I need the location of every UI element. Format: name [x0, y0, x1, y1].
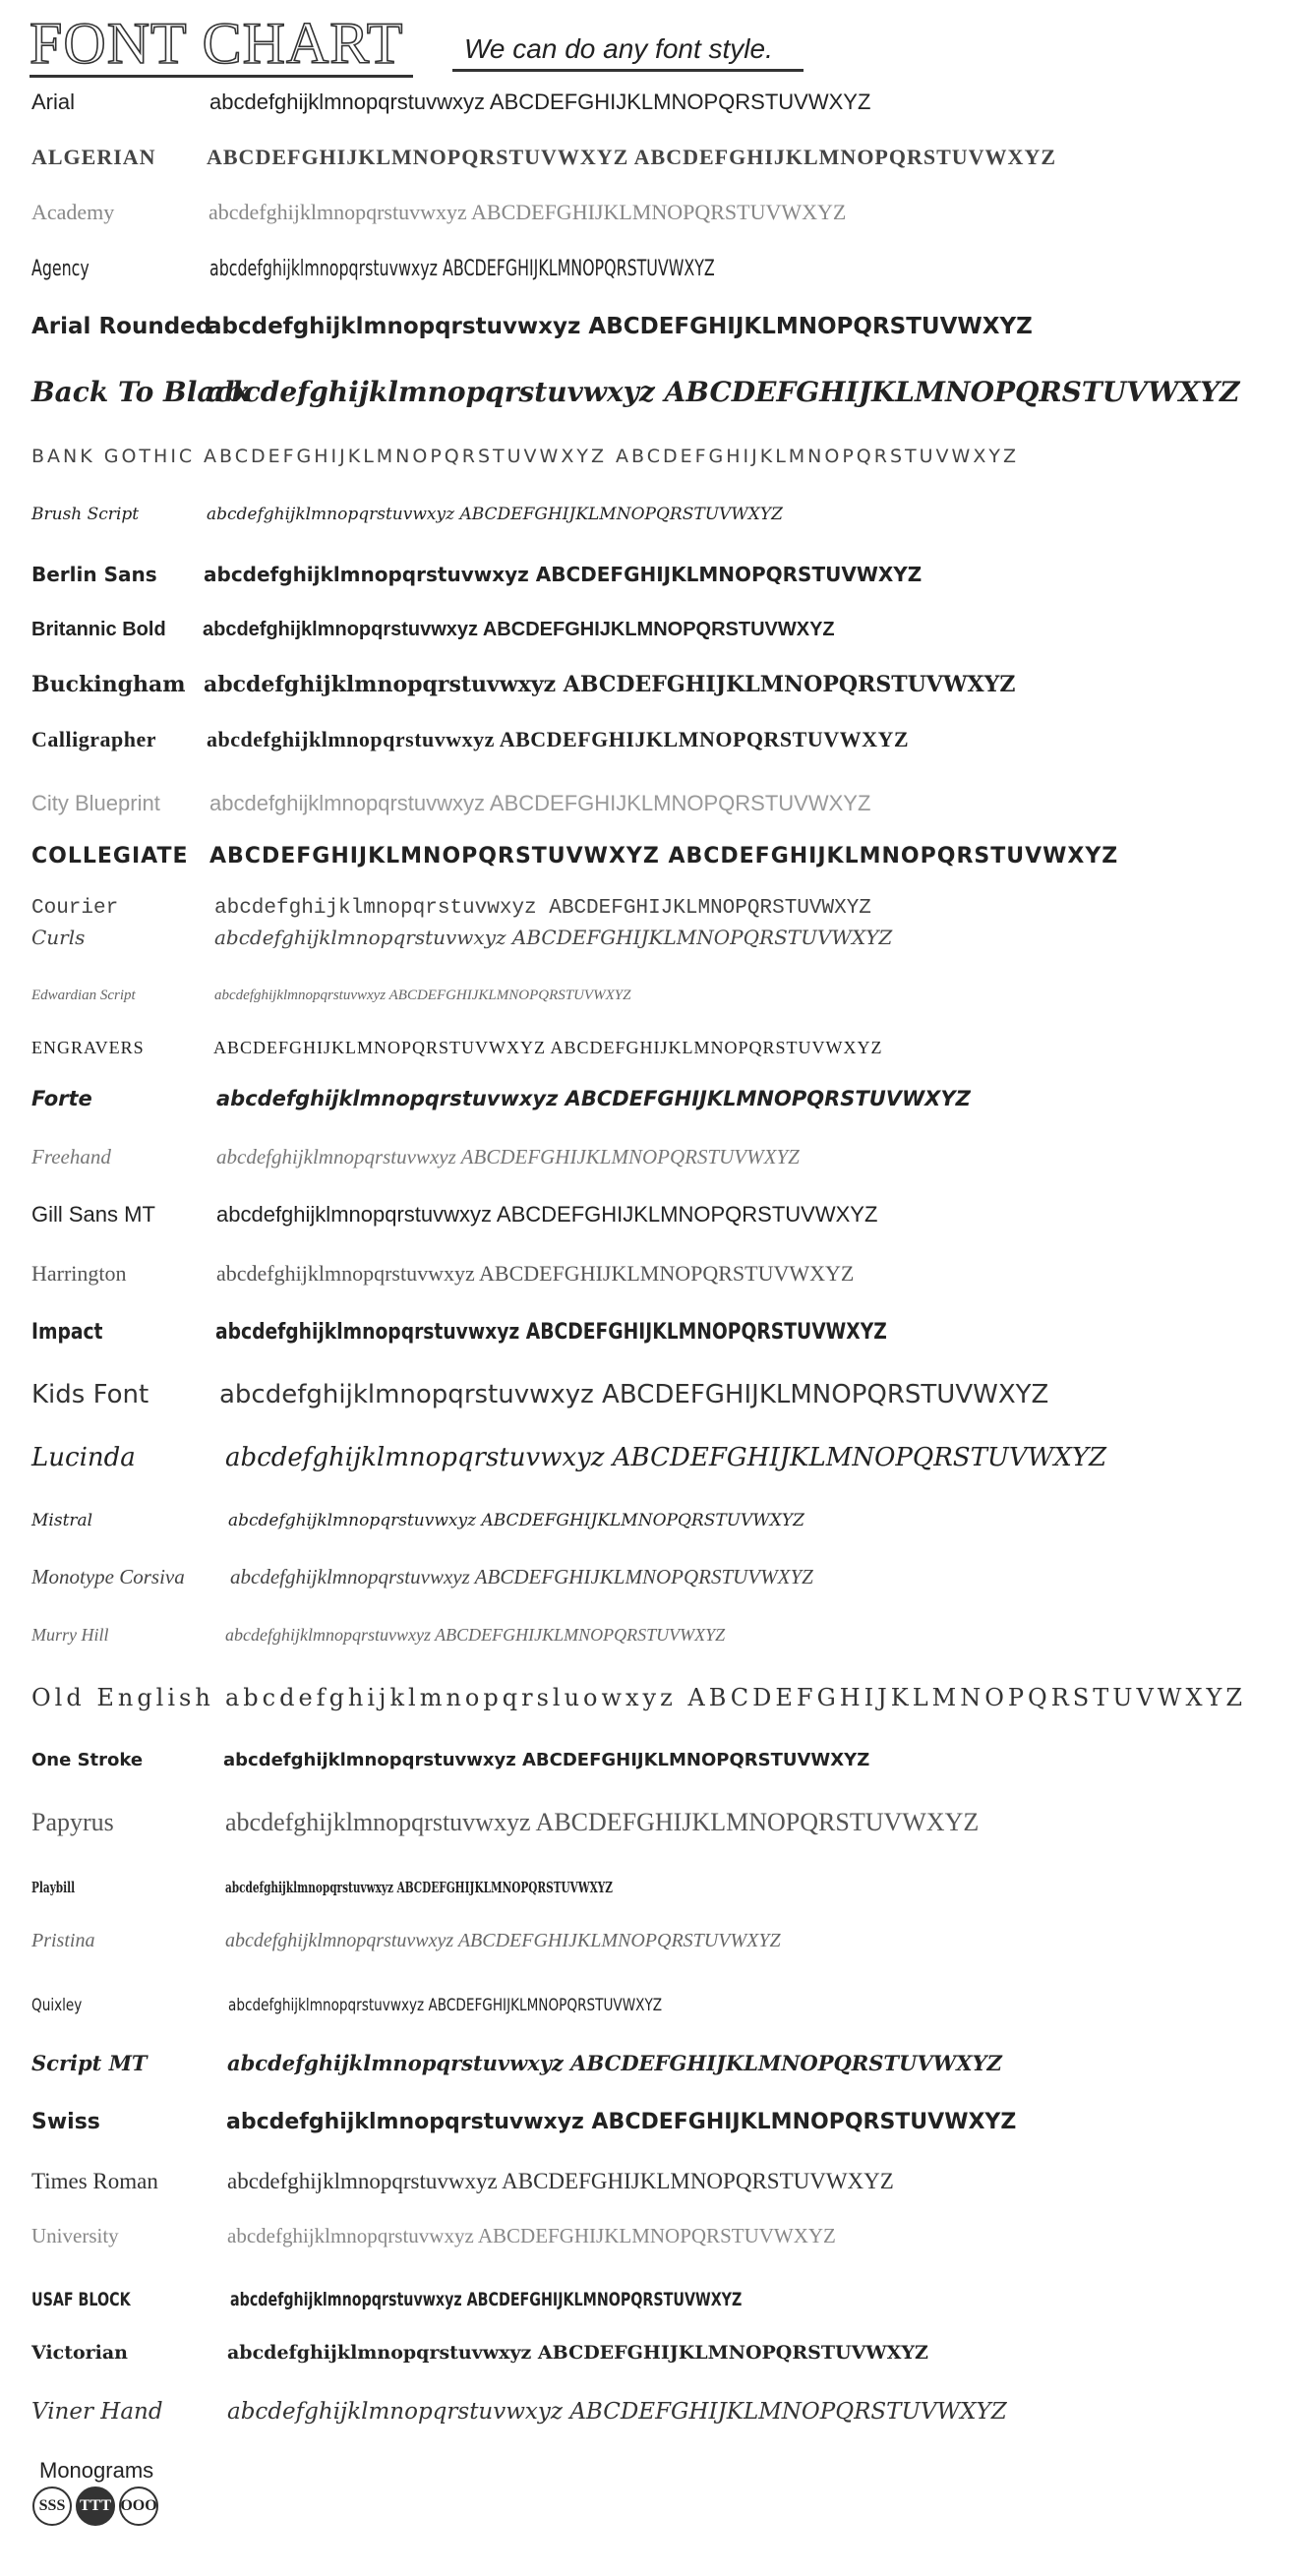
font-name: Academy [31, 200, 115, 224]
font-sample: abcdefghijklmnopqrstuvwxyz ABCDEFGHIJKLMNOPQRSTUVWXYZ [227, 2342, 928, 2364]
font-row [0, 1862, 1310, 1913]
font-row [0, 1307, 1310, 1358]
font-row [0, 1022, 1310, 1073]
font-row [0, 831, 1310, 882]
font-row [0, 244, 1310, 295]
font-row [0, 714, 1310, 765]
font-name: Back To Black [31, 376, 251, 408]
font-name: COLLEGIATE [31, 844, 189, 869]
font-name: Gill Sans MT [31, 1202, 155, 1227]
font-row [0, 2156, 1310, 2207]
monogram-circle-sss: SSS [32, 2486, 72, 2526]
font-row [0, 2274, 1310, 2325]
font-sample: abcdefghijklmnopqrstuvwxyz ABCDEFGHIJKLMNOPQRSTUVWXYZ [219, 1380, 1049, 1409]
font-row [0, 778, 1310, 829]
font-name: ENGRAVERS [31, 1038, 145, 1057]
font-sample: abcdefghijklmnopqrstuvwxyz ABCDEFGHIJKLMNOPQRSTUVWXYZ [228, 1511, 804, 1530]
font-row [0, 1189, 1310, 1240]
font-sample: abcdefghijklmnopqrstuvwxyz ABCDEFGHIJKLMNOPQRSTUVWXYZ [214, 988, 631, 1003]
font-sample: abcdefghijklmnopqrstuvwxyz ABCDEFGHIJKLMNOPQRSTUVWXYZ [208, 200, 847, 224]
font-row [0, 1073, 1310, 1124]
font-name: Brush Script [31, 505, 140, 524]
font-sample: abcdefghijklmnopqrsluowxyz ABCDEFGHIJKLMNOPQRSTUVWXYZ [225, 1684, 1247, 1711]
font-name: Arial Rounded [31, 314, 212, 339]
font-row [0, 301, 1310, 352]
font-sample: abcdefghijklmnopqrstuvwxyz ABCDEFGHIJKLMNOPQRSTUVWXYZ [215, 1320, 887, 1345]
tagline: We can do any font style. [452, 30, 804, 72]
font-row [0, 1495, 1310, 1546]
font-row [0, 2327, 1310, 2378]
font-name: Curls [31, 926, 86, 949]
font-row [0, 1915, 1310, 1966]
font-name: City Blueprint [31, 791, 160, 815]
font-sample: abcdefghijklmnopqrstuvwxyz ABCDEFGHIJKLMNOPQRSTUVWXYZ [216, 1145, 800, 1168]
font-name: Kids Font [31, 1380, 149, 1409]
font-sample: abcdefghijklmnopqrstuvwxyz ABCDEFGHIJKLMNOPQRSTUVWXYZ [225, 1625, 726, 1645]
font-sample: abcdefghijklmnopqrstuvwxyz ABCDEFGHIJKLMNOPQRSTUVWXYZ [216, 1087, 971, 1110]
font-sample: abcdefghijklmnopqrstuvwxyz ABCDEFGHIJKLMNOPQRSTUVWXYZ [227, 2169, 894, 2193]
font-row [0, 604, 1310, 655]
font-name: Monotype Corsiva [31, 1565, 185, 1588]
font-name: Calligrapher [31, 727, 156, 751]
font-row [0, 2097, 1310, 2148]
font-row [0, 187, 1310, 238]
font-name: Forte [31, 1087, 92, 1110]
page-title: FONT CHART [30, 14, 413, 78]
font-row [0, 2038, 1310, 2089]
font-sample: abcdefghijklmnopqrstuvwxyz ABCDEFGHIJKLMNOPQRSTUVWXYZ [209, 791, 871, 815]
font-name: Quixley [31, 1996, 83, 2015]
font-name: BANK GOTHIC [31, 446, 196, 467]
font-sample: abcdefghijklmnopqrstuvwxyz ABCDEFGHIJKLMNOPQRSTUVWXYZ [227, 2051, 1002, 2075]
font-name: Impact [31, 1320, 103, 1345]
font-sample: abcdefghijklmnopqrstuvwxyz ABCDEFGHIJKLMNOPQRSTUVWXYZ [214, 897, 871, 920]
font-sample: abcdefghijklmnopqrstuvwxyz ABCDEFGHIJKLMNOPQRSTUVWXYZ [209, 257, 715, 281]
font-sample: abcdefghijklmnopqrstuvwxyz ABCDEFGHIJKLMNOPQRSTUVWXYZ [209, 90, 871, 114]
font-name: Courier [31, 897, 119, 920]
monogram-samples [32, 2486, 158, 2526]
font-sample: abcdefghijklmnopqrstuvwxyz ABCDEFGHIJKLMNOPQRSTUVWXYZ [216, 1261, 855, 1286]
font-name: Britannic Bold [31, 619, 166, 640]
font-name: Freehand [31, 1145, 111, 1168]
font-sample: ABCDEFGHIJKLMNOPQRSTUVWXYZ ABCDEFGHIJKLMNOPQRSTUVWXYZ [209, 844, 1119, 869]
font-sample: abcdefghijklmnopqrstuvwxyz ABCDEFGHIJKLMNOPQRSTUVWXYZ [223, 1750, 870, 1770]
font-sample: abcdefghijklmnopqrstuvwxyz ABCDEFGHIJKLMNOPQRSTUVWXYZ [225, 1443, 1107, 1472]
font-name: Edwardian Script [31, 988, 136, 1003]
font-row [0, 1131, 1310, 1182]
font-sample: abcdefghijklmnopqrstuvwxyz ABCDEFGHIJKLMNOPQRSTUVWXYZ [207, 727, 910, 751]
font-name: University [31, 2224, 119, 2247]
font-name: Papyrus [31, 1808, 114, 1836]
font-row [0, 2210, 1310, 2261]
font-row [0, 1369, 1310, 1420]
font-sample: abcdefghijklmnopqrstuvwxyz ABCDEFGHIJKLMNOPQRSTUVWXYZ [204, 672, 1016, 697]
font-sample: abcdefghijklmnopqrstuvwxyz ABCDEFGHIJKLMNOPQRSTUVWXYZ [207, 376, 1240, 408]
font-sample: abcdefghijklmnopqrstuvwxyz ABCDEFGHIJKLMNOPQRSTUVWXYZ [230, 1565, 813, 1588]
font-row [0, 549, 1310, 600]
font-sample: abcdefghijklmnopqrstuvwxyz ABCDEFGHIJKLMNOPQRSTUVWXYZ [228, 1996, 663, 2015]
font-row [0, 367, 1310, 418]
font-name: Old English [31, 1684, 214, 1711]
font-row [0, 2386, 1310, 2437]
font-name: ALGERIAN [31, 145, 156, 169]
font-row [0, 77, 1310, 128]
font-row [0, 1735, 1310, 1786]
font-row [0, 431, 1310, 482]
font-row [0, 1672, 1310, 1723]
font-sample: abcdefghijklmnopqrstuvwxyz ABCDEFGHIJKLMNOPQRSTUVWXYZ [227, 2224, 836, 2247]
font-sample: abcdefghijklmnopqrstuvwxyz ABCDEFGHIJKLMNOPQRSTUVWXYZ [204, 563, 923, 586]
font-sample: abcdefghijklmnopqrstuvwxyz ABCDEFGHIJKLMNOPQRSTUVWXYZ [203, 619, 835, 640]
font-name: Playbill [31, 1879, 76, 1896]
monogram-circle-ttt: TTT [76, 2486, 115, 2526]
font-sample: abcdefghijklmnopqrstuvwxyz ABCDEFGHIJKLMNOPQRSTUVWXYZ [207, 505, 783, 524]
font-sample: abcdefghijklmnopqrstuvwxyz ABCDEFGHIJKLMNOPQRSTUVWXYZ [225, 1879, 613, 1896]
font-sample: abcdefghijklmnopqrstuvwxyz ABCDEFGHIJKLMNOPQRSTUVWXYZ [225, 1930, 781, 1951]
font-name: USAF BLOCK [31, 2289, 131, 2310]
font-name: Viner Hand [31, 2399, 163, 2425]
font-name: Mistral [31, 1511, 93, 1530]
font-row [0, 489, 1310, 540]
monograms-label: Monograms [39, 2458, 154, 2483]
font-sample: abcdefghijklmnopqrstuvwxyz ABCDEFGHIJKLMNOPQRSTUVWXYZ [227, 2399, 1007, 2425]
font-sample: ABCDEFGHIJKLMNOPQRSTUVWXYZ ABCDEFGHIJKLMNOPQRSTUVWXYZ [213, 1038, 883, 1057]
font-row [0, 912, 1310, 963]
font-row [0, 1248, 1310, 1299]
monogram-circle-ooo: OOO [119, 2486, 158, 2526]
font-row [0, 132, 1310, 183]
font-sample: abcdefghijklmnopqrstuvwxyz ABCDEFGHIJKLMNOPQRSTUVWXYZ [216, 1202, 878, 1227]
font-sample: abcdefghijklmnopqrstuvwxyz ABCDEFGHIJKLMNOPQRSTUVWXYZ [207, 314, 1033, 339]
font-name: Swiss [31, 2110, 100, 2134]
font-name: Times Roman [31, 2169, 158, 2193]
font-sample: abcdefghijklmnopqrstuvwxyz ABCDEFGHIJKLMNOPQRSTUVWXYZ [225, 1808, 980, 1836]
font-name: Arial [31, 90, 76, 114]
font-name: Berlin Sans [31, 563, 157, 586]
font-name: Script MT [31, 2051, 148, 2075]
font-sample: abcdefghijklmnopqrstuvwxyz ABCDEFGHIJKLMNOPQRSTUVWXYZ [230, 2289, 743, 2310]
font-sample: abcdefghijklmnopqrstuvwxyz ABCDEFGHIJKLMNOPQRSTUVWXYZ [214, 926, 893, 949]
font-row [0, 659, 1310, 710]
font-name: Harrington [31, 1261, 127, 1286]
font-name: Agency [31, 257, 89, 281]
font-name: Murry Hill [31, 1625, 109, 1645]
font-name: Victorian [31, 2342, 128, 2364]
font-row [0, 1980, 1310, 2031]
font-sample: ABCDEFGHIJKLMNOPQRSTUVWXYZ ABCDEFGHIJKLMNOPQRSTUVWXYZ [204, 446, 1019, 467]
font-row [0, 1797, 1310, 1848]
font-name: One Stroke [31, 1750, 144, 1770]
font-sample: ABCDEFGHIJKLMNOPQRSTUVWXYZ ABCDEFGHIJKLMNOPQRSTUVWXYZ [207, 145, 1057, 169]
font-sample: abcdefghijklmnopqrstuvwxyz ABCDEFGHIJKLMNOPQRSTUVWXYZ [226, 2110, 1017, 2134]
font-row [0, 1432, 1310, 1483]
font-row [0, 970, 1310, 1021]
font-name: Pristina [31, 1930, 95, 1951]
font-row [0, 1551, 1310, 1602]
font-row [0, 1609, 1310, 1660]
font-name: Lucinda [31, 1443, 136, 1472]
font-name: Buckingham [31, 672, 186, 697]
